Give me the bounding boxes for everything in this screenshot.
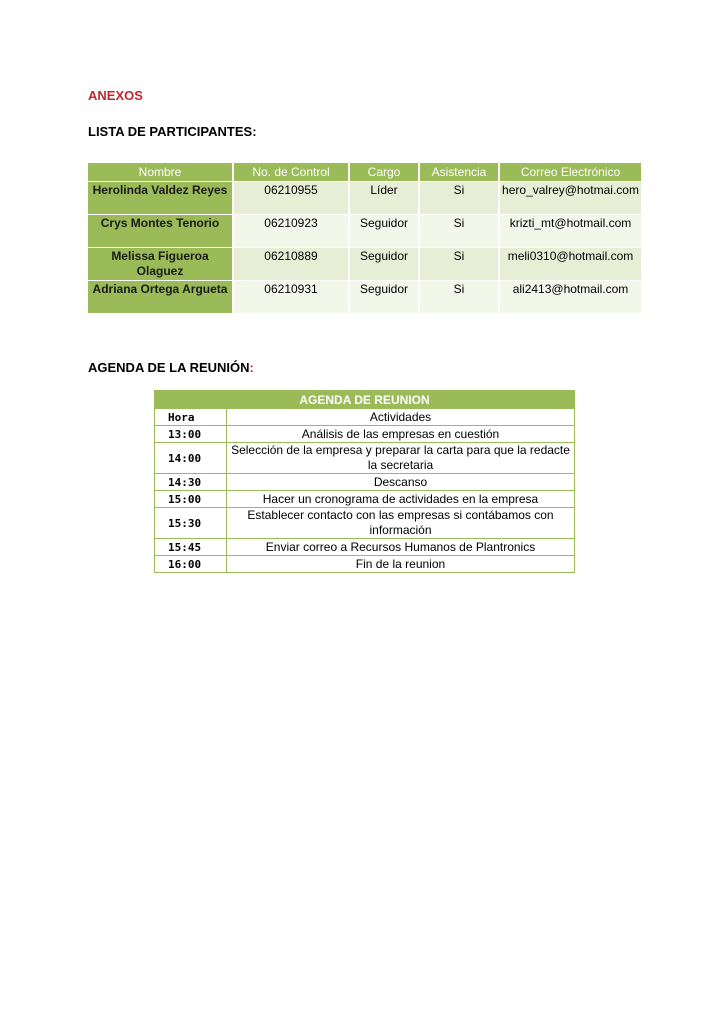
table-row (155, 474, 575, 491)
participants-header-row (88, 163, 641, 181)
agenda-title-row (155, 391, 575, 409)
table-row (88, 280, 641, 313)
agenda-hora: 14:00 (155, 443, 227, 474)
agenda-title: AGENDA DE REUNION (155, 391, 575, 409)
agenda-actividad: Descanso (227, 474, 575, 491)
agenda-table (154, 390, 575, 573)
table-row (155, 556, 575, 573)
participant-asistencia: Si (420, 214, 500, 247)
table-row (155, 539, 575, 556)
participant-name: Herolinda Valdez Reyes (88, 181, 234, 214)
participant-asistencia: Si (420, 247, 500, 280)
col-header-asistencia: Asistencia (420, 163, 500, 181)
participants-table (88, 163, 641, 313)
participant-cargo: Líder (350, 181, 420, 214)
participant-control: 06210931 (234, 280, 350, 313)
agenda-actividad: Hacer un cronograma de actividades en la empresa (227, 491, 575, 508)
participant-correo: hero_valrey@hotmai.com (500, 181, 641, 214)
agenda-header-row (155, 409, 575, 426)
participant-correo: krizti_mt@hotmail.com (500, 214, 641, 247)
col-header-actividades: Actividades (227, 409, 575, 426)
table-row (155, 508, 575, 539)
participant-correo: meli0310@hotmail.com (500, 247, 641, 280)
col-header-nombre: Nombre (88, 163, 234, 181)
participant-cargo: Seguidor (350, 247, 420, 280)
col-header-cargo: Cargo (350, 163, 420, 181)
agenda-actividad: Selección de la empresa y preparar la carta para que la redacte la secretaria (227, 443, 575, 474)
participant-asistencia: Si (420, 181, 500, 214)
table-row (88, 214, 641, 247)
table-row (155, 426, 575, 443)
heading-lista-participantes: LISTA DE PARTICIPANTES: (88, 124, 257, 139)
agenda-hora: 14:30 (155, 474, 227, 491)
table-row (88, 181, 641, 214)
participant-asistencia: Si (420, 280, 500, 313)
participant-correo: ali2413@hotmail.com (500, 280, 641, 313)
table-row (155, 443, 575, 474)
agenda-hora: 15:30 (155, 508, 227, 539)
col-header-correo: Correo Electrónico (500, 163, 641, 181)
col-header-hora: Hora (155, 409, 227, 426)
participant-control: 06210923 (234, 214, 350, 247)
participant-cargo: Seguidor (350, 214, 420, 247)
heading-agenda-colon: : (249, 360, 254, 375)
participant-name: Adriana Ortega Argueta (88, 280, 234, 313)
participant-cargo: Seguidor (350, 280, 420, 313)
agenda-actividad: Establecer contacto con las empresas si contábamos con información (227, 508, 575, 539)
agenda-actividad: Enviar correo a Recursos Humanos de Plantronics (227, 539, 575, 556)
agenda-hora: 13:00 (155, 426, 227, 443)
table-row (88, 247, 641, 280)
agenda-actividad: Fin de la reunion (227, 556, 575, 573)
participant-control: 06210889 (234, 247, 350, 280)
agenda-hora: 15:45 (155, 539, 227, 556)
agenda-hora: 16:00 (155, 556, 227, 573)
agenda-hora: 15:00 (155, 491, 227, 508)
participant-name: Crys Montes Tenorio (88, 214, 234, 247)
heading-anexos: ANEXOS (88, 88, 143, 103)
table-row (155, 491, 575, 508)
heading-agenda-text: AGENDA DE LA REUNIÓN (88, 360, 250, 375)
col-header-control: No. de Control (234, 163, 350, 181)
heading-agenda-reunion (88, 360, 254, 375)
agenda-actividad: Análisis de las empresas en cuestión (227, 426, 575, 443)
participant-control: 06210955 (234, 181, 350, 214)
participant-name: Melissa Figueroa Olaguez (88, 247, 234, 280)
